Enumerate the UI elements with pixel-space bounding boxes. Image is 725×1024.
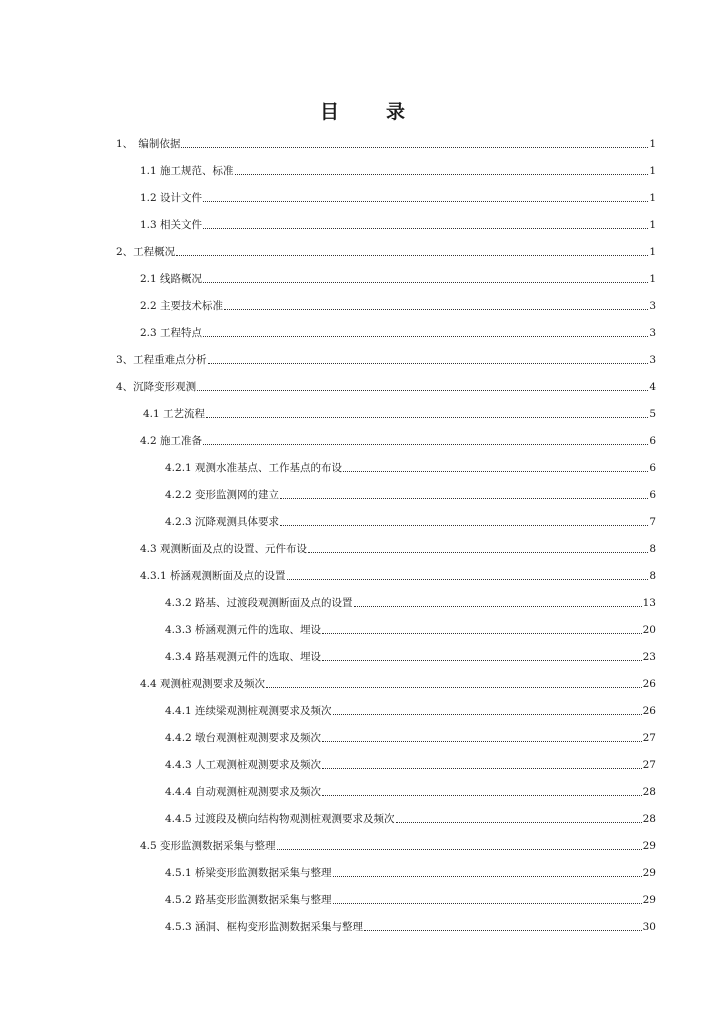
dot-leader [208,363,649,364]
toc-entry[interactable] [165,756,656,774]
toc-entry[interactable] [140,324,656,342]
toc-entry-label: 4.5 变形监测数据采集与整理 [140,840,276,852]
toc-entry-label: 2.1 线路概况 [140,273,203,285]
dot-leader [322,660,642,661]
toc-entry[interactable] [140,189,656,207]
dot-leader [343,471,648,472]
toc-entry-page: 29 [642,894,656,906]
dot-leader [333,903,642,904]
toc-entry[interactable] [140,162,656,180]
toc-entry-page: 26 [642,678,656,690]
toc-entry-label: 4.4 观测桩观测要求及频次 [140,678,266,690]
toc-entry[interactable] [143,405,656,423]
dot-leader [181,147,648,148]
toc-entry-page: 27 [642,732,656,744]
toc-entry[interactable] [140,837,656,855]
toc-entry[interactable] [116,351,656,369]
toc-entry-label: 4、沉降变形观测 [116,381,197,393]
dot-leader [287,579,649,580]
toc-entry[interactable] [140,675,656,693]
dot-leader [308,552,648,553]
toc-entry-label: 4.3.2 路基、过渡段观测断面及点的设置 [165,597,353,609]
toc-entry-page: 13 [642,597,656,609]
toc-entry-label: 4.5.1 桥梁变形监测数据采集与整理 [165,867,332,879]
toc-entry[interactable] [140,567,656,585]
dot-leader [235,174,649,175]
dot-leader [354,606,642,607]
toc-entry-page: 20 [642,624,656,636]
toc-entry[interactable] [140,297,656,315]
toc-entry[interactable] [165,702,656,720]
dot-leader [322,741,642,742]
toc-entry[interactable] [165,864,656,882]
toc-entry-label: 4.5.2 路基变形监测数据采集与整理 [165,894,332,906]
dot-leader [322,768,642,769]
toc-entry[interactable] [140,432,656,450]
dot-leader [322,633,642,634]
dot-leader [277,849,642,850]
toc-entry[interactable] [165,729,656,747]
toc-entry-page: 30 [642,921,656,933]
toc-entry-label: 1.2 设计文件 [140,192,203,204]
toc-entry-page: 29 [642,867,656,879]
toc-entry[interactable] [165,594,656,612]
toc-entry-label: 4.4.5 过渡段及横向结构物观测桩观测要求及频次 [165,813,395,825]
toc-entry[interactable] [165,810,656,828]
toc-entry-page: 26 [642,705,656,717]
toc-entry[interactable] [116,378,656,396]
toc-entry-page: 27 [642,759,656,771]
toc-entry-label: 4.2 施工准备 [140,435,203,447]
toc-entry-page: 6 [649,435,656,447]
toc-entry-label: 3、工程重难点分析 [116,354,207,366]
toc-entry-label: 4.4.1 连续梁观测桩观测要求及频次 [165,705,332,717]
toc-entry-page: 3 [649,354,656,366]
dot-leader [203,444,648,445]
dot-leader [396,822,642,823]
dot-leader [203,201,648,202]
toc-entry-page: 5 [649,408,656,420]
toc-entry-label: 1.1 施工规范、标准 [140,165,234,177]
toc-entry[interactable] [165,918,656,936]
toc-entry-page: 8 [649,543,656,555]
toc-entry-label: 4.5.3 涵洞、框构变形监测数据采集与整理 [165,921,364,933]
toc-entry-page: 23 [642,651,656,663]
dot-leader [266,687,642,688]
toc-entry[interactable] [116,135,656,153]
toc-entry-label: 4.3.4 路基观测元件的选取、埋设 [165,651,322,663]
toc-entry-label: 4.2.3 沉降观测具体要求 [165,516,280,528]
toc-entry-page: 1 [649,273,656,285]
toc-entry-label: 4.4.2 墩台观测桩观测要求及频次 [165,732,322,744]
toc-entry-label: 4.3.3 桥涵观测元件的选取、埋设 [165,624,322,636]
dot-leader [333,876,642,877]
toc-entry-label: 2.3 工程特点 [140,327,203,339]
toc-entry-label: 4.4.3 人工观测桩观测要求及频次 [165,759,322,771]
toc-entry-page: 4 [649,381,656,393]
toc-entry-label: 4.4.4 自动观测桩观测要求及频次 [165,786,322,798]
toc-entry-page: 1 [649,246,656,258]
toc-entry-label: 4.2.1 观测水准基点、工作基点的布设 [165,462,343,474]
toc-entry-page: 6 [649,462,656,474]
dot-leader [203,282,648,283]
dot-leader [203,228,648,229]
toc-entry-page: 6 [649,489,656,501]
toc-entry[interactable] [140,216,656,234]
toc-entry[interactable] [165,513,656,531]
toc-entry-page: 28 [642,813,656,825]
dot-leader [280,498,648,499]
toc-title: 目 录 [319,101,419,123]
toc-entry-page: 8 [649,570,656,582]
toc-entry-page: 1 [649,219,656,231]
toc-entry-label: 1.3 相关文件 [140,219,203,231]
toc-entry-page: 1 [649,192,656,204]
toc-entry[interactable] [165,621,656,639]
dot-leader [333,714,642,715]
toc-entry-label: 1、 编制依据 [116,138,181,150]
toc-entry-page: 3 [649,327,656,339]
toc-entry[interactable] [165,648,656,666]
toc-entry-page: 1 [649,138,656,150]
toc-entry-page: 29 [642,840,656,852]
toc-entry-page: 3 [649,300,656,312]
toc-entry-label: 4.1 工艺流程 [143,408,206,420]
toc-entry[interactable] [165,891,656,909]
dot-leader [224,309,648,310]
dot-leader [364,930,642,931]
toc-entry[interactable] [165,459,656,477]
toc-entry-label: 4.3.1 桥涵观测断面及点的设置 [140,570,286,582]
dot-leader [280,525,648,526]
toc-entry[interactable] [140,270,656,288]
toc-entry[interactable] [165,486,656,504]
toc-entry-label: 4.3 观测断面及点的设置、元件布设 [140,543,308,555]
dot-leader [203,336,648,337]
toc-entry-page: 7 [649,516,656,528]
toc-entry-label: 2、工程概况 [116,246,176,258]
toc-entry[interactable] [165,783,656,801]
dot-leader [197,390,648,391]
dot-leader [206,417,648,418]
dot-leader [322,795,642,796]
toc-entry[interactable] [140,540,656,558]
toc-entry-label: 4.2.2 变形监测网的建立 [165,489,280,501]
toc-entry-label: 2.2 主要技术标准 [140,300,224,312]
toc-entry[interactable] [116,243,656,261]
toc-entry-page: 28 [642,786,656,798]
toc-entry-page: 1 [649,165,656,177]
dot-leader [176,255,648,256]
